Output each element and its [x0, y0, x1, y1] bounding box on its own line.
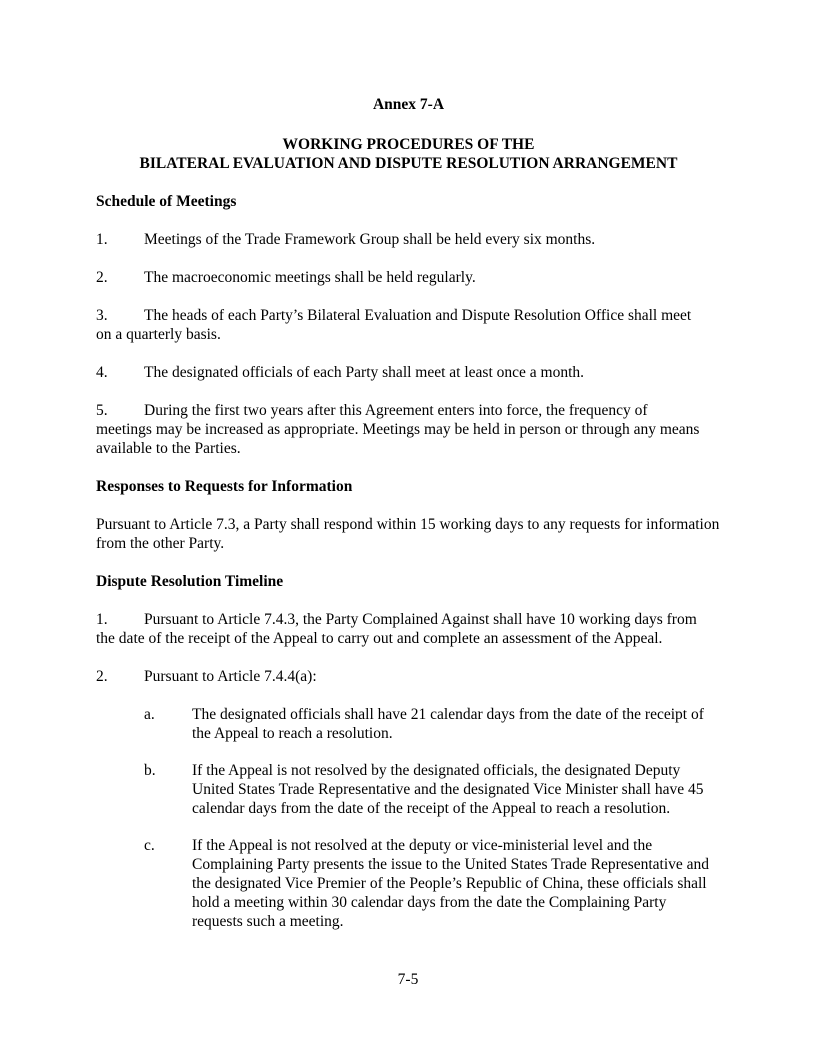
timeline-item-2 — [96, 667, 721, 686]
timeline-subitem-c — [144, 836, 721, 931]
schedule-item-number: 1. — [96, 231, 108, 248]
schedule-item-3 — [96, 306, 721, 344]
schedule-item-1 — [96, 230, 721, 249]
schedule-item-5 — [96, 401, 721, 458]
subitem-letter: a. — [144, 706, 155, 723]
schedule-item-4 — [96, 363, 721, 382]
page-number: 7-5 — [397, 971, 419, 988]
schedule-item-text: Meetings of the Trade Framework Group shall be held every six months. — [144, 231, 596, 248]
timeline-heading: Dispute Resolution Timeline — [96, 573, 284, 590]
schedule-item-number: 5. — [96, 402, 108, 419]
annex-title: Annex 7-A — [372, 96, 445, 113]
schedule-item-text: The macroeconomic meetings shall be held regularly. — [144, 269, 476, 286]
timeline-item-number: 2. — [96, 668, 108, 685]
timeline-item-text: Pursuant to Article 7.4.4(a): — [144, 668, 317, 685]
timeline-item-number: 1. — [96, 611, 108, 628]
main-title-line-1: WORKING PROCEDURES OF THE — [282, 136, 535, 153]
schedule-item-continuation: meetings may be increased as appropriate. Meetings may be held in person or through any means available to the Parties. — [96, 421, 700, 457]
subitem-text: The designated officials shall have 21 calendar days from the date of the receipt of the Appeal to reach a resolution. — [192, 706, 704, 742]
subitem-text: If the Appeal is not resolved at the deputy or vice-ministerial level and the Complaining Party presents the issue to the United States Trade Representative and the designated Vice Premier of the People’s Republic of China, these officials shall hold a meeting within 30 calendar days from the date the Complaining Party requests such a meeting. — [192, 837, 710, 930]
schedule-item-text: During the first two years after this Agreement enters into force, the frequency of — [144, 402, 648, 419]
schedule-item-number: 3. — [96, 307, 108, 324]
schedule-item-number: 2. — [96, 269, 108, 286]
schedule-item-number: 4. — [96, 364, 108, 381]
subitem-text: If the Appeal is not resolved by the designated officials, the designated Deputy United States Trade Representative and the designated Vice Minister shall have 45 calendar days from the date of the receipt of the Appeal to reach a resolution. — [192, 762, 704, 817]
schedule-item-continuation: on a quarterly basis. — [96, 326, 221, 343]
timeline-item-text: Pursuant to Article 7.4.3, the Party Complained Against shall have 10 working days from — [144, 611, 697, 628]
schedule-item-text: The heads of each Party’s Bilateral Evaluation and Dispute Resolution Office shall meet — [144, 307, 692, 324]
document-page — [96, 95, 721, 949]
timeline-subitem-b — [144, 761, 721, 818]
main-title — [96, 135, 721, 173]
timeline-item-continuation: the date of the receipt of the Appeal to carry out and complete an assessment of the Appeal. — [96, 630, 663, 647]
schedule-item-text: The designated officials of each Party shall meet at least once a month. — [144, 364, 585, 381]
subitem-letter: c. — [144, 837, 155, 854]
schedule-item-2 — [96, 268, 721, 287]
timeline-item-1 — [96, 610, 721, 648]
subitem-letter: b. — [144, 762, 156, 779]
timeline-subitem-a — [144, 705, 721, 743]
responses-paragraph: Pursuant to Article 7.3, a Party shall respond within 15 working days to any requests for information from the other Party. — [96, 516, 720, 552]
schedule-heading: Schedule of Meetings — [96, 193, 237, 210]
main-title-line-2: BILATERAL EVALUATION AND DISPUTE RESOLUTION ARRANGEMENT — [139, 155, 678, 172]
responses-heading: Responses to Requests for Information — [96, 478, 353, 495]
